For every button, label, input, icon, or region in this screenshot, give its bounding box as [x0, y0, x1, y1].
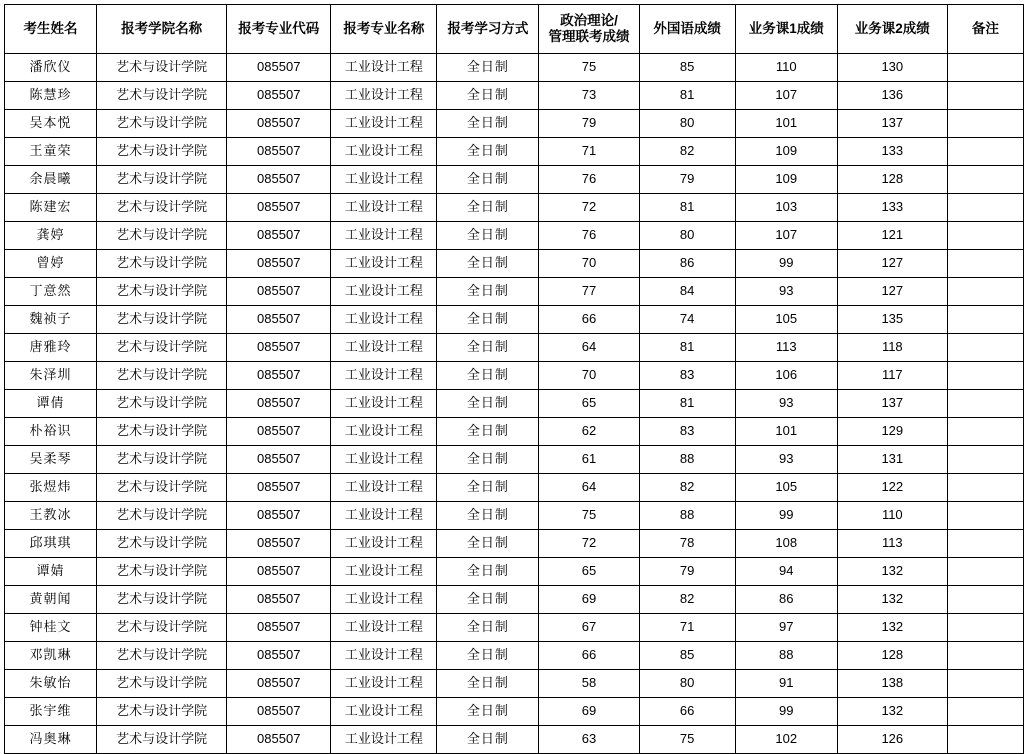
- cell-major-name: 工业设计工程: [331, 306, 437, 334]
- cell-college: 艺术与设计学院: [97, 54, 227, 82]
- cell-major-code: 085507: [227, 502, 331, 530]
- cell-major2: 127: [837, 278, 947, 306]
- cell-name: 龚婷: [5, 222, 97, 250]
- cell-study-mode: 全日制: [437, 194, 539, 222]
- cell-major2: 137: [837, 390, 947, 418]
- cell-remark: [947, 530, 1023, 558]
- cell-politics: 63: [539, 726, 639, 754]
- cell-politics: 61: [539, 446, 639, 474]
- cell-politics: 79: [539, 110, 639, 138]
- cell-politics: 69: [539, 586, 639, 614]
- cell-foreign: 81: [639, 334, 735, 362]
- cell-foreign: 81: [639, 194, 735, 222]
- cell-major2: 117: [837, 362, 947, 390]
- cell-major1: 93: [735, 446, 837, 474]
- cell-college: 艺术与设计学院: [97, 390, 227, 418]
- cell-college: 艺术与设计学院: [97, 698, 227, 726]
- cell-foreign: 81: [639, 82, 735, 110]
- cell-politics: 67: [539, 614, 639, 642]
- cell-name: 邱琪琪: [5, 530, 97, 558]
- cell-foreign: 83: [639, 418, 735, 446]
- cell-major1: 110: [735, 54, 837, 82]
- cell-major1: 93: [735, 390, 837, 418]
- table-row: [5, 194, 1024, 222]
- cell-politics: 70: [539, 250, 639, 278]
- cell-study-mode: 全日制: [437, 642, 539, 670]
- cell-major-code: 085507: [227, 642, 331, 670]
- cell-major-code: 085507: [227, 278, 331, 306]
- cell-name: 唐雅玲: [5, 334, 97, 362]
- cell-remark: [947, 334, 1023, 362]
- cell-major1: 106: [735, 362, 837, 390]
- cell-major-name: 工业设计工程: [331, 642, 437, 670]
- table-row: [5, 334, 1024, 362]
- cell-name: 曾婷: [5, 250, 97, 278]
- cell-remark: [947, 390, 1023, 418]
- cell-politics: 77: [539, 278, 639, 306]
- cell-politics: 72: [539, 194, 639, 222]
- cell-foreign: 86: [639, 250, 735, 278]
- cell-college: 艺术与设计学院: [97, 222, 227, 250]
- table-row: [5, 278, 1024, 306]
- cell-major-code: 085507: [227, 446, 331, 474]
- cell-major-name: 工业设计工程: [331, 390, 437, 418]
- cell-college: 艺术与设计学院: [97, 194, 227, 222]
- cell-study-mode: 全日制: [437, 586, 539, 614]
- cell-major-name: 工业设计工程: [331, 502, 437, 530]
- cell-college: 艺术与设计学院: [97, 418, 227, 446]
- cell-study-mode: 全日制: [437, 250, 539, 278]
- cell-major-code: 085507: [227, 390, 331, 418]
- cell-politics: 64: [539, 334, 639, 362]
- cell-remark: [947, 166, 1023, 194]
- cell-remark: [947, 670, 1023, 698]
- cell-major2: 130: [837, 54, 947, 82]
- cell-study-mode: 全日制: [437, 474, 539, 502]
- column-header-major-name: 报考专业名称: [331, 5, 437, 54]
- cell-major1: 113: [735, 334, 837, 362]
- cell-remark: [947, 306, 1023, 334]
- column-header-remark: 备注: [947, 5, 1023, 54]
- cell-remark: [947, 54, 1023, 82]
- cell-remark: [947, 418, 1023, 446]
- cell-major1: 91: [735, 670, 837, 698]
- cell-major2: 138: [837, 670, 947, 698]
- cell-major1: 97: [735, 614, 837, 642]
- cell-name: 丁意然: [5, 278, 97, 306]
- cell-politics: 66: [539, 306, 639, 334]
- cell-foreign: 82: [639, 586, 735, 614]
- table-row: [5, 54, 1024, 82]
- cell-major-code: 085507: [227, 306, 331, 334]
- cell-foreign: 82: [639, 138, 735, 166]
- cell-major-code: 085507: [227, 166, 331, 194]
- cell-major-name: 工业设计工程: [331, 726, 437, 754]
- cell-major-name: 工业设计工程: [331, 446, 437, 474]
- cell-politics: 72: [539, 530, 639, 558]
- cell-college: 艺术与设计学院: [97, 642, 227, 670]
- cell-remark: [947, 222, 1023, 250]
- cell-college: 艺术与设计学院: [97, 558, 227, 586]
- cell-name: 钟桂文: [5, 614, 97, 642]
- cell-major1: 93: [735, 278, 837, 306]
- cell-study-mode: 全日制: [437, 138, 539, 166]
- column-header-major-code: 报考专业代码: [227, 5, 331, 54]
- cell-major-code: 085507: [227, 558, 331, 586]
- cell-major-code: 085507: [227, 250, 331, 278]
- cell-name: 吴本悦: [5, 110, 97, 138]
- cell-major1: 99: [735, 502, 837, 530]
- cell-major2: 128: [837, 166, 947, 194]
- cell-major2: 137: [837, 110, 947, 138]
- cell-major-code: 085507: [227, 530, 331, 558]
- table-row: [5, 222, 1024, 250]
- cell-study-mode: 全日制: [437, 670, 539, 698]
- cell-college: 艺术与设计学院: [97, 138, 227, 166]
- cell-major-name: 工业设计工程: [331, 278, 437, 306]
- table-row: [5, 698, 1024, 726]
- cell-politics: 69: [539, 698, 639, 726]
- cell-major1: 99: [735, 698, 837, 726]
- cell-name: 王教冰: [5, 502, 97, 530]
- table-body: [5, 54, 1024, 754]
- cell-major-code: 085507: [227, 334, 331, 362]
- cell-politics: 65: [539, 558, 639, 586]
- cell-politics: 70: [539, 362, 639, 390]
- cell-major1: 94: [735, 558, 837, 586]
- cell-name: 冯奥琳: [5, 726, 97, 754]
- cell-name: 吴柔琴: [5, 446, 97, 474]
- cell-remark: [947, 586, 1023, 614]
- cell-study-mode: 全日制: [437, 698, 539, 726]
- cell-remark: [947, 110, 1023, 138]
- cell-name: 陈慧珍: [5, 82, 97, 110]
- cell-major-code: 085507: [227, 362, 331, 390]
- cell-major2: 128: [837, 642, 947, 670]
- cell-remark: [947, 614, 1023, 642]
- cell-name: 谭倩: [5, 390, 97, 418]
- cell-major-code: 085507: [227, 698, 331, 726]
- cell-foreign: 85: [639, 54, 735, 82]
- cell-major2: 132: [837, 698, 947, 726]
- cell-major2: 129: [837, 418, 947, 446]
- cell-name: 朱泽圳: [5, 362, 97, 390]
- cell-foreign: 78: [639, 530, 735, 558]
- column-header-major2: 业务课2成绩: [837, 5, 947, 54]
- cell-major2: 132: [837, 586, 947, 614]
- cell-name: 余晨曦: [5, 166, 97, 194]
- cell-study-mode: 全日制: [437, 530, 539, 558]
- cell-major-code: 085507: [227, 138, 331, 166]
- cell-major2: 113: [837, 530, 947, 558]
- cell-foreign: 88: [639, 446, 735, 474]
- cell-name: 张煜炜: [5, 474, 97, 502]
- cell-major1: 86: [735, 586, 837, 614]
- cell-remark: [947, 446, 1023, 474]
- cell-politics: 73: [539, 82, 639, 110]
- column-header-name: 考生姓名: [5, 5, 97, 54]
- table-row: [5, 642, 1024, 670]
- cell-foreign: 84: [639, 278, 735, 306]
- cell-major-name: 工业设计工程: [331, 362, 437, 390]
- cell-college: 艺术与设计学院: [97, 166, 227, 194]
- cell-major1: 109: [735, 138, 837, 166]
- cell-foreign: 79: [639, 166, 735, 194]
- table-row: [5, 530, 1024, 558]
- cell-major-name: 工业设计工程: [331, 222, 437, 250]
- table-header: [5, 5, 1024, 54]
- cell-politics: 64: [539, 474, 639, 502]
- cell-college: 艺术与设计学院: [97, 586, 227, 614]
- cell-politics: 58: [539, 670, 639, 698]
- cell-remark: [947, 502, 1023, 530]
- cell-major-code: 085507: [227, 194, 331, 222]
- table-row: [5, 306, 1024, 334]
- cell-major1: 101: [735, 110, 837, 138]
- cell-college: 艺术与设计学院: [97, 726, 227, 754]
- cell-major2: 127: [837, 250, 947, 278]
- cell-major-name: 工业设计工程: [331, 586, 437, 614]
- cell-major1: 103: [735, 194, 837, 222]
- cell-major2: 132: [837, 614, 947, 642]
- cell-study-mode: 全日制: [437, 110, 539, 138]
- cell-name: 朱敏怡: [5, 670, 97, 698]
- cell-foreign: 80: [639, 670, 735, 698]
- table-row: [5, 614, 1024, 642]
- table-row: [5, 82, 1024, 110]
- cell-politics: 76: [539, 166, 639, 194]
- cell-foreign: 74: [639, 306, 735, 334]
- cell-major2: 136: [837, 82, 947, 110]
- cell-foreign: 82: [639, 474, 735, 502]
- table-row: [5, 670, 1024, 698]
- cell-study-mode: 全日制: [437, 390, 539, 418]
- cell-major-name: 工业设计工程: [331, 82, 437, 110]
- cell-major1: 105: [735, 306, 837, 334]
- cell-major1: 88: [735, 642, 837, 670]
- cell-study-mode: 全日制: [437, 446, 539, 474]
- cell-name: 张宇维: [5, 698, 97, 726]
- cell-politics: 65: [539, 390, 639, 418]
- cell-major2: 122: [837, 474, 947, 502]
- column-header-study-mode: 报考学习方式: [437, 5, 539, 54]
- cell-major1: 107: [735, 222, 837, 250]
- cell-remark: [947, 362, 1023, 390]
- cell-major1: 109: [735, 166, 837, 194]
- cell-college: 艺术与设计学院: [97, 306, 227, 334]
- cell-name: 邓凯琳: [5, 642, 97, 670]
- cell-name: 魏祯子: [5, 306, 97, 334]
- cell-major1: 108: [735, 530, 837, 558]
- cell-study-mode: 全日制: [437, 54, 539, 82]
- column-header-college: 报考学院名称: [97, 5, 227, 54]
- table-row: [5, 502, 1024, 530]
- cell-college: 艺术与设计学院: [97, 446, 227, 474]
- cell-college: 艺术与设计学院: [97, 530, 227, 558]
- table-row: [5, 250, 1024, 278]
- table-row: [5, 726, 1024, 754]
- cell-major2: 133: [837, 138, 947, 166]
- cell-major-code: 085507: [227, 82, 331, 110]
- cell-foreign: 79: [639, 558, 735, 586]
- cell-major-name: 工业设计工程: [331, 558, 437, 586]
- cell-college: 艺术与设计学院: [97, 334, 227, 362]
- cell-remark: [947, 82, 1023, 110]
- table-row: [5, 110, 1024, 138]
- cell-major-name: 工业设计工程: [331, 698, 437, 726]
- cell-politics: 62: [539, 418, 639, 446]
- cell-remark: [947, 642, 1023, 670]
- exam-score-table: [4, 4, 1024, 754]
- cell-study-mode: 全日制: [437, 82, 539, 110]
- cell-name: 陈建宏: [5, 194, 97, 222]
- cell-major-name: 工业设计工程: [331, 614, 437, 642]
- cell-politics: 76: [539, 222, 639, 250]
- table-row: [5, 390, 1024, 418]
- cell-college: 艺术与设计学院: [97, 474, 227, 502]
- table-row: [5, 362, 1024, 390]
- cell-name: 王童荣: [5, 138, 97, 166]
- cell-major1: 102: [735, 726, 837, 754]
- cell-college: 艺术与设计学院: [97, 250, 227, 278]
- cell-remark: [947, 698, 1023, 726]
- cell-major-code: 085507: [227, 670, 331, 698]
- cell-major2: 118: [837, 334, 947, 362]
- cell-major-code: 085507: [227, 586, 331, 614]
- cell-major-name: 工业设计工程: [331, 194, 437, 222]
- cell-politics: 66: [539, 642, 639, 670]
- cell-major-name: 工业设计工程: [331, 670, 437, 698]
- cell-remark: [947, 726, 1023, 754]
- table-row: [5, 558, 1024, 586]
- cell-politics: 75: [539, 54, 639, 82]
- table-row: [5, 166, 1024, 194]
- cell-major-name: 工业设计工程: [331, 474, 437, 502]
- cell-foreign: 75: [639, 726, 735, 754]
- cell-foreign: 83: [639, 362, 735, 390]
- cell-foreign: 66: [639, 698, 735, 726]
- cell-major-code: 085507: [227, 110, 331, 138]
- cell-remark: [947, 250, 1023, 278]
- cell-major-code: 085507: [227, 474, 331, 502]
- cell-foreign: 85: [639, 642, 735, 670]
- cell-remark: [947, 558, 1023, 586]
- cell-politics: 75: [539, 502, 639, 530]
- cell-study-mode: 全日制: [437, 278, 539, 306]
- cell-remark: [947, 194, 1023, 222]
- cell-foreign: 71: [639, 614, 735, 642]
- cell-major-code: 085507: [227, 614, 331, 642]
- cell-major2: 135: [837, 306, 947, 334]
- cell-remark: [947, 138, 1023, 166]
- cell-college: 艺术与设计学院: [97, 670, 227, 698]
- table-row: [5, 138, 1024, 166]
- column-header-major1: 业务课1成绩: [735, 5, 837, 54]
- cell-major1: 101: [735, 418, 837, 446]
- cell-major-name: 工业设计工程: [331, 54, 437, 82]
- cell-major2: 126: [837, 726, 947, 754]
- cell-study-mode: 全日制: [437, 306, 539, 334]
- cell-major-name: 工业设计工程: [331, 418, 437, 446]
- cell-major1: 105: [735, 474, 837, 502]
- cell-major-code: 085507: [227, 54, 331, 82]
- cell-major2: 121: [837, 222, 947, 250]
- cell-major-name: 工业设计工程: [331, 166, 437, 194]
- cell-major2: 132: [837, 558, 947, 586]
- table-row: [5, 418, 1024, 446]
- cell-foreign: 80: [639, 222, 735, 250]
- cell-major1: 99: [735, 250, 837, 278]
- cell-study-mode: 全日制: [437, 222, 539, 250]
- cell-major1: 107: [735, 82, 837, 110]
- cell-major-name: 工业设计工程: [331, 250, 437, 278]
- cell-foreign: 88: [639, 502, 735, 530]
- cell-study-mode: 全日制: [437, 418, 539, 446]
- cell-college: 艺术与设计学院: [97, 278, 227, 306]
- table-row: [5, 446, 1024, 474]
- cell-major-code: 085507: [227, 726, 331, 754]
- cell-remark: [947, 278, 1023, 306]
- cell-college: 艺术与设计学院: [97, 82, 227, 110]
- cell-major-code: 085507: [227, 418, 331, 446]
- cell-major-name: 工业设计工程: [331, 530, 437, 558]
- cell-major-name: 工业设计工程: [331, 138, 437, 166]
- cell-study-mode: 全日制: [437, 726, 539, 754]
- cell-remark: [947, 474, 1023, 502]
- cell-name: 黄朝闻: [5, 586, 97, 614]
- cell-study-mode: 全日制: [437, 558, 539, 586]
- cell-study-mode: 全日制: [437, 334, 539, 362]
- cell-major-name: 工业设计工程: [331, 110, 437, 138]
- cell-major-code: 085507: [227, 222, 331, 250]
- cell-politics: 71: [539, 138, 639, 166]
- header-row: [5, 5, 1024, 54]
- cell-study-mode: 全日制: [437, 502, 539, 530]
- cell-college: 艺术与设计学院: [97, 502, 227, 530]
- cell-college: 艺术与设计学院: [97, 362, 227, 390]
- cell-major-name: 工业设计工程: [331, 334, 437, 362]
- column-header-politics-line1: 政治理论/: [560, 13, 618, 29]
- cell-name: 谭婧: [5, 558, 97, 586]
- cell-college: 艺术与设计学院: [97, 110, 227, 138]
- cell-foreign: 81: [639, 390, 735, 418]
- cell-study-mode: 全日制: [437, 166, 539, 194]
- cell-major2: 131: [837, 446, 947, 474]
- cell-study-mode: 全日制: [437, 614, 539, 642]
- cell-college: 艺术与设计学院: [97, 614, 227, 642]
- cell-name: 潘欣仪: [5, 54, 97, 82]
- cell-major2: 133: [837, 194, 947, 222]
- cell-name: 朴裕识: [5, 418, 97, 446]
- cell-major2: 110: [837, 502, 947, 530]
- table-row: [5, 586, 1024, 614]
- table-row: [5, 474, 1024, 502]
- cell-study-mode: 全日制: [437, 362, 539, 390]
- cell-foreign: 80: [639, 110, 735, 138]
- column-header-politics-line2: 管理联考成绩: [548, 29, 630, 44]
- column-header-politics: [539, 5, 639, 54]
- column-header-foreign: 外国语成绩: [639, 5, 735, 54]
